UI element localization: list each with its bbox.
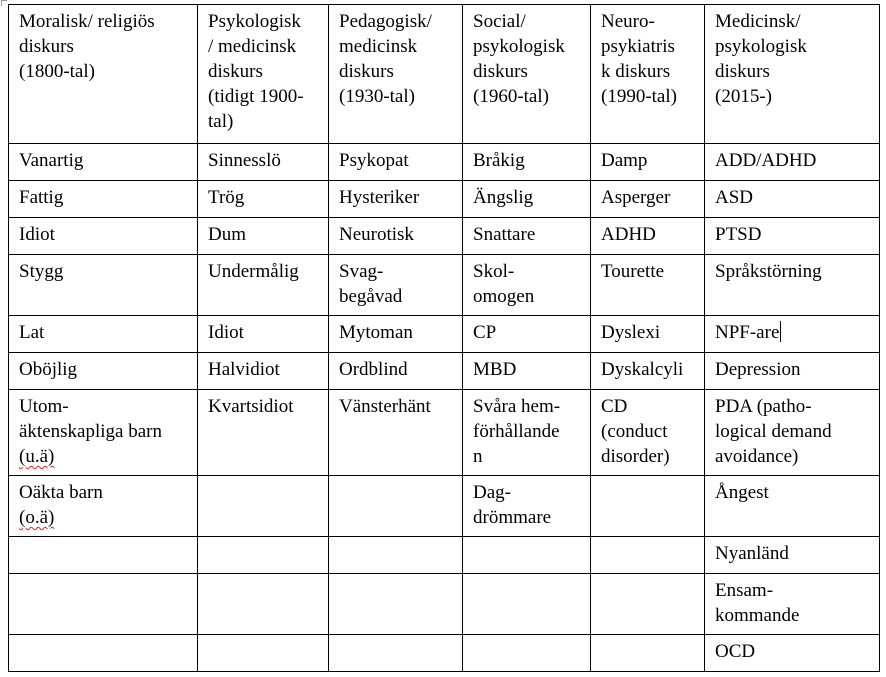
table-cell[interactable] [705,390,880,476]
header-text: (tidigt 1900- [208,86,304,107]
table-cell[interactable] [198,635,329,672]
cell-text: (u.ä) [19,446,55,467]
table-cell[interactable] [329,181,463,218]
table-row [9,181,880,218]
table-cell[interactable] [591,316,705,353]
cell-text: Psykopat [339,150,409,171]
page-corner-mark [1,0,7,6]
table-row [9,574,880,635]
table-cell[interactable] [591,353,705,390]
header-cell[interactable] [463,5,591,144]
table-row [9,353,880,390]
header-text: (2015-) [715,86,772,107]
header-text: Social/ [473,11,526,32]
table-cell[interactable] [329,537,463,574]
table-row [9,476,880,537]
cell-text: Tourette [601,261,665,282]
table-cell[interactable] [329,476,463,537]
header-text: (1960-tal) [473,86,549,107]
table-cell[interactable] [9,218,198,255]
header-cell[interactable] [329,5,463,144]
cell-text: OCD [715,641,756,662]
cell-text: Svåra hem- [473,396,561,417]
cell-text: Depression [715,359,801,380]
header-text: Psykologisk [208,11,301,32]
table-cell[interactable] [198,218,329,255]
table-cell[interactable] [9,390,198,476]
cell-text: Damp [601,150,648,171]
cell-text: Undermålig [208,261,299,282]
cell-text: Kvartsidiot [208,396,294,417]
cell-text: omogen [473,286,535,307]
table-cell[interactable] [591,537,705,574]
header-text: psykiatris [601,36,675,57]
table-row [9,255,880,316]
table-cell[interactable] [705,574,880,635]
table-cell[interactable] [591,574,705,635]
header-row [9,5,880,144]
table-cell[interactable] [463,144,591,181]
table-cell[interactable] [591,476,705,537]
table-cell[interactable] [591,181,705,218]
header-text: Neuro- [601,11,655,32]
table-cell[interactable] [9,476,198,537]
cell-text: Lat [19,322,45,343]
header-text: (1930-tal) [339,86,415,107]
table-cell[interactable] [198,144,329,181]
cell-text: Språkstörning [715,261,822,282]
cell-text: Ångest [715,482,769,503]
cell-text: Ordblind [339,359,408,380]
table-cell[interactable] [591,144,705,181]
cell-text: Fattig [19,187,64,208]
table-cell[interactable] [705,255,880,316]
cell-text: Vänsterhänt [339,396,431,417]
cell-text: Dag- [473,482,511,503]
table-row [9,218,880,255]
cell-text: drömmare [473,507,552,528]
table-cell[interactable] [198,537,329,574]
table-cell[interactable] [463,537,591,574]
table-cell[interactable] [463,390,591,476]
table-cell[interactable] [705,316,880,353]
table-cell[interactable] [463,181,591,218]
table-cell[interactable] [705,476,880,537]
table-cell[interactable] [198,476,329,537]
table-cell[interactable] [705,218,880,255]
table-cell[interactable] [198,255,329,316]
header-text: diskurs [339,61,394,82]
cell-text: avoidance) [715,446,799,467]
table-cell[interactable] [9,635,198,672]
table-cell[interactable] [463,353,591,390]
cell-text: Idiot [208,322,244,343]
cell-text: Utom- [19,396,69,417]
header-text: diskurs [19,36,74,57]
header-text: diskurs [473,61,528,82]
table-cell[interactable] [329,144,463,181]
cell-text: Hysteriker [339,187,420,208]
cell-text: Idiot [19,224,55,245]
header-text: / medicinsk [208,36,297,57]
cell-text: Halvidiot [208,359,280,380]
cell-text: kommande [715,605,800,626]
cell-text: Sinnesslö [208,150,281,171]
header-cell[interactable] [591,5,705,144]
table-cell[interactable] [9,255,198,316]
discourse-table [8,4,880,672]
cell-text: Stygg [19,261,64,282]
table-cell[interactable] [705,537,880,574]
table-cell[interactable] [198,181,329,218]
table-cell[interactable] [198,574,329,635]
table-cell[interactable] [591,390,705,476]
cell-text: (o.ä) [19,507,55,528]
cell-text: logical demand [715,421,832,442]
cell-text: Nyanländ [715,543,789,564]
table-cell[interactable] [198,390,329,476]
cell-text: Bråkig [473,150,525,171]
table-cell[interactable] [705,635,880,672]
header-text: tal) [208,111,234,132]
header-cell[interactable] [705,5,880,144]
table-cell[interactable] [463,574,591,635]
table-cell[interactable] [463,218,591,255]
cell-text: Dyskalcyli [601,359,684,380]
cell-text: disorder) [601,446,670,467]
table-cell[interactable] [9,537,198,574]
cell-text: CD [601,396,628,417]
cell-text: förhållande [473,421,560,442]
table-row [9,537,880,574]
table-cell[interactable] [329,218,463,255]
cell-text: ASD [715,187,754,208]
table-cell[interactable] [591,635,705,672]
table-row [9,144,880,181]
header-text: medicinsk [339,36,418,57]
table-row [9,390,880,476]
cell-text: ADHD [601,224,656,245]
cell-text: n [473,446,483,467]
table-cell[interactable] [9,353,198,390]
table-cell[interactable] [591,255,705,316]
cell-text: Dyslexi [601,322,661,343]
cell-text: begåvad [339,286,403,307]
header-text: psykologisk [715,36,807,57]
cell-text: Ängslig [473,187,534,208]
cell-text: Skol- [473,261,515,282]
table-cell[interactable] [329,255,463,316]
cell-text: ADD/ADHD [715,150,817,171]
header-text: k diskurs [601,61,671,82]
cell-text: NPF-are [715,322,780,343]
header-text: Medicinsk/ [715,11,801,32]
cell-text: Oböjlig [19,359,78,380]
table-cell[interactable] [9,144,198,181]
table-cell[interactable] [705,144,880,181]
table-cell[interactable] [9,316,198,353]
text-cursor [780,321,781,342]
cell-text: Dum [208,224,246,245]
header-text: diskurs [715,61,770,82]
discourse-table-body [9,5,880,672]
table-cell[interactable] [463,316,591,353]
cell-text: MBD [473,359,517,380]
header-text: Moralisk/ religiös [19,11,155,32]
table-cell[interactable] [705,353,880,390]
cell-text: CP [473,322,497,343]
table-cell[interactable] [591,218,705,255]
cell-text: Neurotisk [339,224,414,245]
table-cell[interactable] [329,390,463,476]
table-row [9,635,880,672]
cell-text: Svag- [339,261,384,282]
table-cell[interactable] [705,181,880,218]
table-cell[interactable] [198,353,329,390]
cell-text: Oäkta barn [19,482,103,503]
cell-text: Vanartig [19,150,84,171]
header-text: diskurs [208,61,263,82]
table-cell[interactable] [198,316,329,353]
header-cell[interactable] [9,5,198,144]
table-cell[interactable] [329,574,463,635]
table-cell[interactable] [463,635,591,672]
table-cell[interactable] [9,574,198,635]
cell-text: PDA (patho- [715,396,812,417]
table-cell[interactable] [329,316,463,353]
header-text: (1990-tal) [601,86,677,107]
table-cell[interactable] [329,635,463,672]
header-text: psykologisk [473,36,565,57]
cell-text: PTSD [715,224,762,245]
cell-text: Snattare [473,224,536,245]
cell-text: Asperger [601,187,671,208]
cell-text: (conduct [601,421,668,442]
table-cell[interactable] [329,353,463,390]
table-cell[interactable] [463,476,591,537]
cell-text: Trög [208,187,245,208]
cell-text: Ensam- [715,580,774,601]
table-cell[interactable] [463,255,591,316]
cell-text: Mytoman [339,322,413,343]
header-text: (1800-tal) [19,61,95,82]
table-row [9,316,880,353]
header-text: Pedagogisk/ [339,11,432,32]
header-cell[interactable] [198,5,329,144]
table-cell[interactable] [9,181,198,218]
cell-text: äktenskapliga barn [19,421,162,442]
